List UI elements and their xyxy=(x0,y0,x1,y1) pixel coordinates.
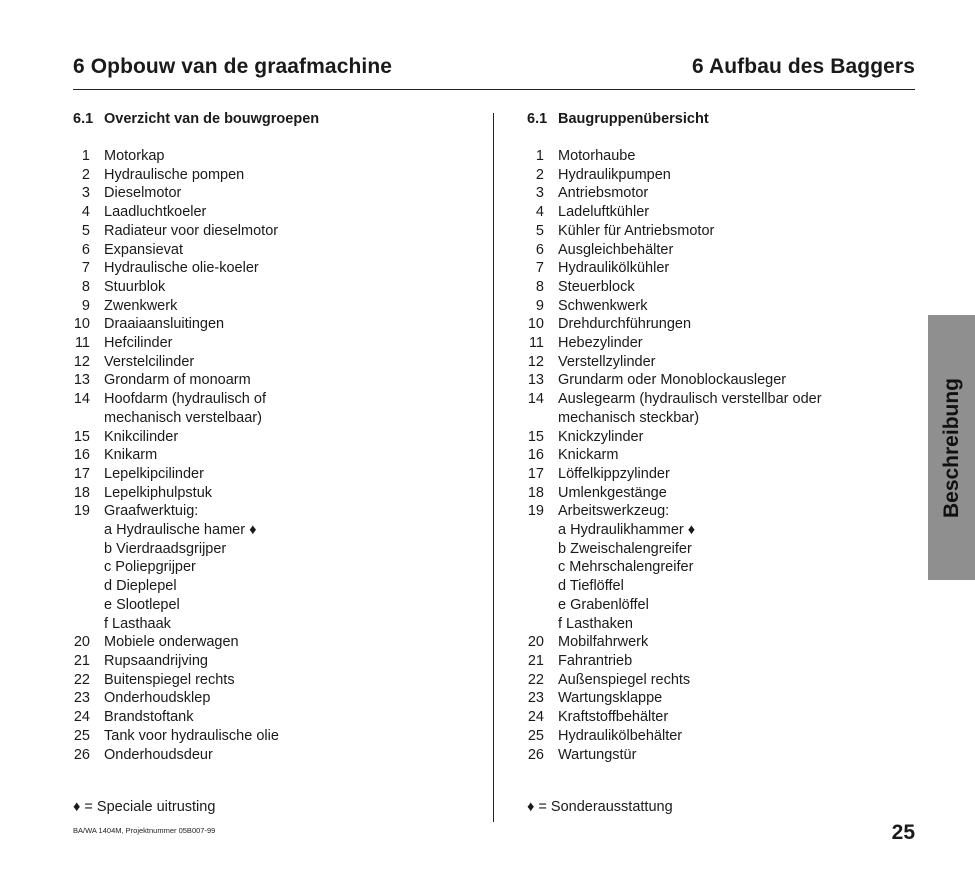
list-item xyxy=(527,147,907,166)
item-label: Verstellzylinder xyxy=(558,353,656,370)
item-number: 22 xyxy=(73,671,90,688)
item-label: Knikarm xyxy=(104,447,158,464)
item-number: 16 xyxy=(527,447,544,464)
item-number: 9 xyxy=(81,297,90,314)
item-label: Hydraulikpumpen xyxy=(558,166,671,183)
item-label: Lepelkiphulpstuk xyxy=(104,484,213,501)
section-title: Baugruppenübersicht xyxy=(558,111,709,127)
item-number: 8 xyxy=(535,278,544,295)
list-item xyxy=(73,222,483,241)
component-list-german xyxy=(527,147,907,764)
item-number: 2 xyxy=(81,166,90,183)
footnote-dutch: ♦ = Speciale uitrusting xyxy=(73,799,216,815)
list-item xyxy=(73,465,483,484)
list-subitem: d Dieplepel xyxy=(104,578,177,595)
page-title-dutch: 6 Opbouw van de graafmachine xyxy=(73,55,393,78)
item-number: 13 xyxy=(73,372,90,389)
list-item xyxy=(73,203,483,222)
item-number: 18 xyxy=(73,484,90,501)
item-label: Hydraulikölbehälter xyxy=(558,727,683,744)
item-number: 14 xyxy=(73,391,90,408)
item-label: Zwenkwerk xyxy=(104,297,178,314)
item-label: Kühler für Antriebsmotor xyxy=(558,222,715,239)
item-number: 9 xyxy=(535,297,544,314)
item-label: Motorhaube xyxy=(558,148,636,164)
list-item xyxy=(527,708,907,727)
item-label: Stuurblok xyxy=(104,278,166,295)
item-label: Tank voor hydraulische olie xyxy=(104,727,279,744)
item-number: 4 xyxy=(81,204,90,221)
list-item xyxy=(527,371,907,390)
item-number: 25 xyxy=(73,727,90,744)
item-label: Brandstoftank xyxy=(104,709,194,726)
item-label: Grondarm of monoarm xyxy=(104,372,251,389)
list-subitem: e Slootlepel xyxy=(104,596,180,613)
item-number: 19 xyxy=(73,503,90,520)
section-tab-label: Beschreibung xyxy=(939,377,963,518)
page-number: 25 xyxy=(891,821,915,844)
list-item xyxy=(73,315,483,334)
item-label: Ausgleichbehälter xyxy=(558,241,674,258)
item-label-continuation: mechanisch steckbar) xyxy=(558,409,700,426)
item-number: 21 xyxy=(73,652,90,669)
item-label: Umlenkgestänge xyxy=(558,484,667,501)
item-label: Wartungstür xyxy=(558,746,637,763)
item-number: 2 xyxy=(535,166,544,183)
section-title: Overzicht van de bouwgroepen xyxy=(104,111,320,127)
item-label: Hydraulische pompen xyxy=(104,166,245,183)
list-item xyxy=(73,297,483,316)
list-item xyxy=(527,334,907,353)
item-number: 21 xyxy=(527,652,544,669)
list-item xyxy=(73,353,483,372)
list-subitem: c Mehrschalengreifer xyxy=(558,559,694,576)
item-number: 7 xyxy=(535,260,544,277)
list-item xyxy=(73,727,483,746)
item-number: 25 xyxy=(527,727,544,744)
list-subitem: e Grabenlöffel xyxy=(558,596,649,613)
item-number: 24 xyxy=(73,709,90,726)
list-item xyxy=(527,633,907,652)
list-item xyxy=(527,446,907,465)
item-number: 5 xyxy=(535,222,544,239)
item-label: Steuerblock xyxy=(558,278,635,295)
item-label: Hefcilinder xyxy=(104,335,173,352)
item-label: Arbeitswerkzeug: xyxy=(558,503,670,520)
item-number: 23 xyxy=(73,690,90,707)
item-number: 6 xyxy=(81,241,90,258)
item-number: 3 xyxy=(81,185,90,202)
list-subitem: a Hydraulische hamer ♦ xyxy=(104,522,257,539)
header-rule xyxy=(73,89,915,90)
item-label: Verstelcilinder xyxy=(104,353,195,370)
item-number: 3 xyxy=(535,185,544,202)
list-item xyxy=(527,222,907,241)
item-label: Drehdurchführungen xyxy=(558,316,692,333)
item-label: Fahrantrieb xyxy=(558,652,633,669)
item-number: 22 xyxy=(527,671,544,688)
list-item xyxy=(527,727,907,746)
item-label: Wartungsklappe xyxy=(558,690,663,707)
item-label: Hydraulische olie-koeler xyxy=(104,260,259,277)
item-label: Hebezylinder xyxy=(558,335,643,352)
item-number: 13 xyxy=(527,372,544,389)
item-number: 4 xyxy=(535,204,544,221)
list-item xyxy=(73,166,483,185)
list-item xyxy=(73,633,483,652)
item-number: 26 xyxy=(527,746,544,763)
item-label: Knickzylinder xyxy=(558,428,644,445)
column-divider xyxy=(493,113,494,822)
list-item xyxy=(527,297,907,316)
list-item xyxy=(73,147,483,166)
list-item xyxy=(527,353,907,372)
list-item xyxy=(73,390,483,427)
list-subitem: a Hydraulikhammer ♦ xyxy=(558,522,696,539)
list-item xyxy=(527,502,907,521)
list-item xyxy=(527,390,907,427)
item-label: Laadluchtkoeler xyxy=(104,204,207,221)
item-number: 12 xyxy=(73,353,90,370)
list-item xyxy=(527,652,907,671)
list-subitem: b Zweischalengreifer xyxy=(558,540,692,557)
list-item xyxy=(527,689,907,708)
item-number: 10 xyxy=(73,316,90,333)
item-label: Mobilfahrwerk xyxy=(558,634,649,651)
list-item xyxy=(527,315,907,334)
list-subitem: f Lasthaak xyxy=(104,615,171,632)
section-number: 6.1 xyxy=(527,111,548,127)
item-label: Onderhoudsklep xyxy=(104,690,211,707)
list-item xyxy=(73,502,483,521)
footnote-german: ♦ = Sonderausstattung xyxy=(527,799,673,815)
section-heading-dutch xyxy=(73,110,483,129)
list-item xyxy=(73,428,483,447)
list-item xyxy=(73,671,483,690)
list-item xyxy=(527,203,907,222)
list-item xyxy=(527,428,907,447)
item-number: 23 xyxy=(527,690,544,707)
item-label: Graafwerktuig: xyxy=(104,503,199,520)
list-item xyxy=(527,484,907,503)
dutch-column xyxy=(73,110,483,764)
item-number: 10 xyxy=(527,316,544,333)
list-item xyxy=(527,241,907,260)
item-label: Dieselmotor xyxy=(104,185,182,202)
item-number: 11 xyxy=(74,335,90,352)
item-label: Hydraulikölkühler xyxy=(558,260,670,277)
item-label: Knikcilinder xyxy=(104,428,179,445)
item-label: Hoofdarm (hydraulisch of xyxy=(104,391,266,408)
list-item xyxy=(73,652,483,671)
item-number: 16 xyxy=(73,447,90,464)
section-number: 6.1 xyxy=(73,111,94,127)
list-item xyxy=(527,671,907,690)
item-number: 7 xyxy=(81,260,90,277)
item-number: 12 xyxy=(527,353,544,370)
list-item xyxy=(73,241,483,260)
list-item xyxy=(527,259,907,278)
item-label: Mobiele onderwagen xyxy=(104,634,239,651)
list-subitem: f Lasthaken xyxy=(558,615,633,632)
list-item xyxy=(527,166,907,185)
list-item xyxy=(73,334,483,353)
item-label: Motorkap xyxy=(104,148,165,164)
section-tab xyxy=(928,315,975,580)
section-heading-german xyxy=(527,110,907,129)
item-label: Auslegearm (hydraulisch verstellbar oder xyxy=(558,391,822,408)
item-number: 1 xyxy=(81,148,90,164)
list-item xyxy=(73,689,483,708)
item-label: Radiateur voor dieselmotor xyxy=(104,222,279,239)
item-number: 6 xyxy=(535,241,544,258)
item-label: Löffelkippzylinder xyxy=(558,465,670,482)
item-label: Schwenkwerk xyxy=(558,297,648,314)
item-label: Kraftstoffbehälter xyxy=(558,709,669,726)
list-item xyxy=(73,184,483,203)
item-label: Lepelkipcilinder xyxy=(104,465,204,482)
item-number: 1 xyxy=(535,148,544,164)
item-number: 15 xyxy=(527,428,544,445)
item-label: Draaiaansluitingen xyxy=(104,316,225,333)
document-reference: BA/WA 1404M, Projektnummer 05B007-99 xyxy=(73,826,216,835)
item-label: Expansievat xyxy=(104,241,183,258)
item-number: 20 xyxy=(527,634,544,651)
item-number: 26 xyxy=(73,746,90,763)
item-number: 24 xyxy=(527,709,544,726)
component-list-dutch xyxy=(73,147,483,764)
item-number: 18 xyxy=(527,484,544,501)
list-subitem: c Poliepgrijper xyxy=(104,559,196,576)
item-number: 17 xyxy=(527,465,544,482)
list-item xyxy=(73,746,483,765)
item-label: Außenspiegel rechts xyxy=(558,671,691,688)
item-label: Onderhoudsdeur xyxy=(104,746,213,763)
german-column xyxy=(527,110,907,764)
item-label: Antriebsmotor xyxy=(558,185,649,202)
list-item xyxy=(73,259,483,278)
item-number: 19 xyxy=(527,503,544,520)
item-number: 5 xyxy=(81,222,90,239)
list-item xyxy=(73,371,483,390)
item-number: 14 xyxy=(527,391,544,408)
list-subitem: b Vierdraadsgrijper xyxy=(104,540,227,557)
list-item xyxy=(527,465,907,484)
list-item xyxy=(527,278,907,297)
page-title-german: 6 Aufbau des Baggers xyxy=(692,55,915,78)
list-item xyxy=(73,484,483,503)
list-item xyxy=(73,446,483,465)
item-number: 15 xyxy=(73,428,90,445)
item-label: Knickarm xyxy=(558,447,619,464)
list-subitem: d Tieflöffel xyxy=(558,578,624,595)
list-item xyxy=(527,184,907,203)
item-number: 20 xyxy=(73,634,90,651)
item-number: 8 xyxy=(81,278,90,295)
item-number: 17 xyxy=(73,465,90,482)
list-item xyxy=(527,746,907,765)
item-label: Buitenspiegel rechts xyxy=(104,671,235,688)
list-item xyxy=(73,708,483,727)
list-item xyxy=(73,278,483,297)
item-number: 11 xyxy=(528,335,544,352)
item-label-continuation: mechanisch verstelbaar) xyxy=(104,409,262,426)
item-label: Grundarm oder Monoblockausleger xyxy=(558,372,787,389)
item-label: Rupsaandrijving xyxy=(104,652,208,669)
item-label: Ladeluftkühler xyxy=(558,204,650,221)
